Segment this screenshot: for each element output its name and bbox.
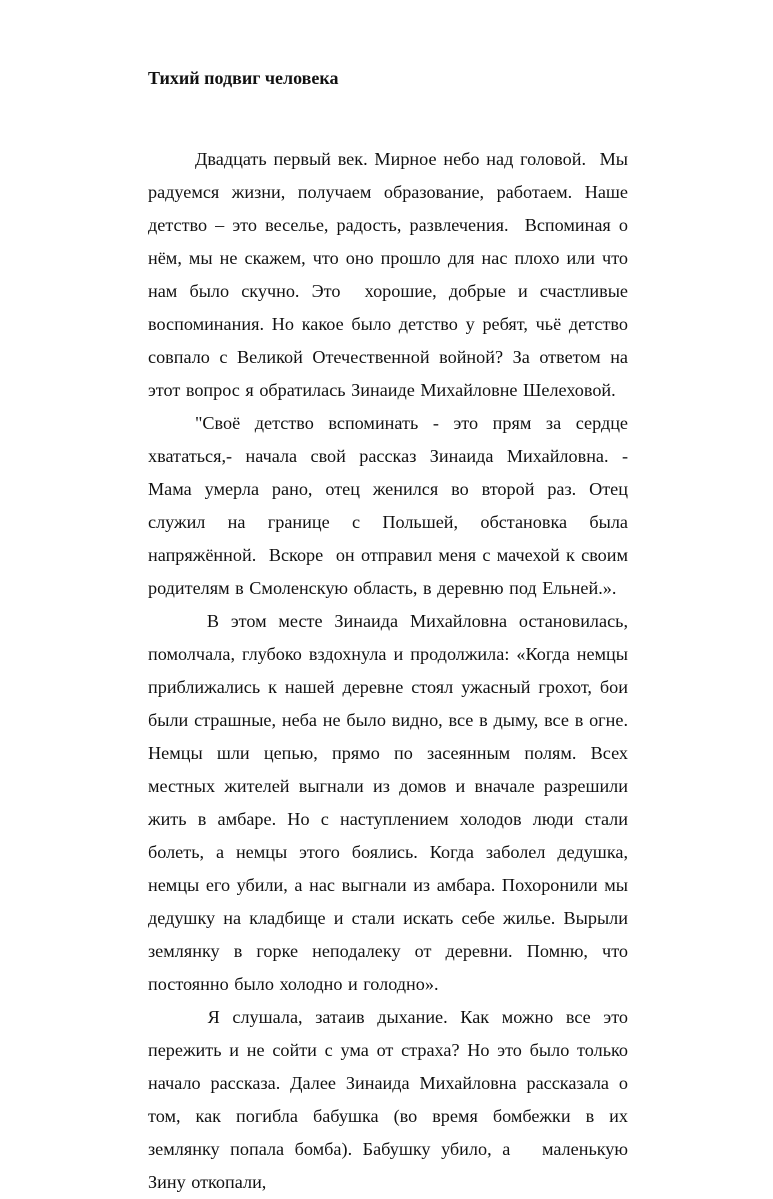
document-title: Тихий подвиг человека bbox=[148, 68, 339, 88]
paragraph-narrator-reaction: Я слушала, затаив дыхание. Как можно все это пережить и не сойти с ума от страха? Но это было только начало рассказа. Далее Зинаида Михайловна рассказала о том, как погибла бабушка (во время бомбежки в их землянку попала бомба). Бабушку убило, а маленькую Зину откопали, bbox=[148, 1007, 634, 1192]
paragraph-intro: Двадцать первый век. Мирное небо над головой. Мы радуемся жизни, получаем образование, работаем. Наше детство – это веселье, радость, развлечения. Вспоминая о нём, мы не скажем, что оно прошло для нас плохо или что нам было скучно. Это хорошие, добрые и счастливые воспоминания. Но какое было детство у ребят, чьё детство совпало с Великой Отечественной войной? За ответом на этот вопрос я обратилась Зинаиде Михайловне Шелеховой. bbox=[148, 149, 634, 400]
paragraph-quote-germans: В этом месте Зинаида Михайловна остановилась, помолчала, глубоко вздохнула и продолжила: «Когда немцы приближались к нашей деревне стоял ужасный грохот, бои были страшные, неба не было видно, все в дыму, все в огне. Немцы шли цепью, прямо по засеянным полям. Всех местных жителей выгнали из домов и вначале разрешили жить в амбаре. Но с наступлением холодов люди стали болеть, а немцы этого боялись. Когда заболел дедушка, немцы его убили, а нас выгнали из амбара. Похоронили мы дедушку на кладбище и стали искать себе жилье. Вырыли землянку в горке неподалеку от деревни. Помню, что постоянно было холодно и голодно». bbox=[148, 611, 634, 994]
paragraph-quote-childhood: "Своё детство вспоминать - это прям за сердце хвататься,- начала свой рассказ Зинаида Михайловна. - Мама умерла рано, отец женился во второй раз. Отец служил на границе с Польшей, обстановка была напряжённой. Вскоре он отправил меня с мачехой к своим родителям в Смоленскую область, в деревню под Ельней.». bbox=[148, 413, 634, 598]
